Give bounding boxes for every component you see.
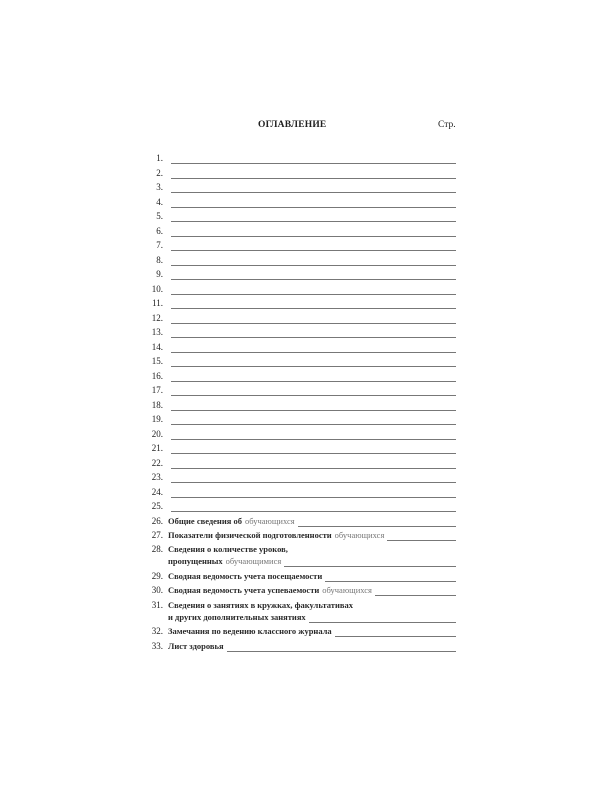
fill-line xyxy=(171,328,456,338)
item-number: 23. xyxy=(151,472,163,482)
fill-line xyxy=(171,386,456,396)
fill-line xyxy=(171,183,456,193)
fill-line xyxy=(171,285,456,295)
fill-line xyxy=(171,154,456,164)
fill-line xyxy=(171,270,456,280)
fill-line xyxy=(171,241,456,251)
item-number: 20. xyxy=(151,428,163,439)
fill-line xyxy=(171,488,456,498)
fill-line xyxy=(171,444,456,454)
fill-line xyxy=(227,642,456,652)
item-title-line1: Сведения о занятиях в кружках, факультативах xyxy=(168,599,353,610)
item-number: 13. xyxy=(151,327,163,337)
item-title: и других дополнительных занятиях xyxy=(168,611,306,622)
item-number: 24. xyxy=(151,486,163,497)
item-number: 33. xyxy=(151,640,163,651)
fill-line xyxy=(171,430,456,440)
fill-line xyxy=(284,557,456,567)
fill-line xyxy=(387,531,456,541)
fill-line xyxy=(309,613,456,623)
item-number: 1. xyxy=(156,153,163,163)
item-number: 12. xyxy=(151,312,163,323)
item-number: 31. xyxy=(151,599,163,610)
item-title: Лист здоровья xyxy=(168,640,224,651)
fill-line xyxy=(171,299,456,309)
fill-line xyxy=(171,459,456,469)
item-number: 11. xyxy=(152,298,163,308)
item-title: Замечания по ведению классного журнала xyxy=(168,626,332,637)
fill-line xyxy=(171,502,456,512)
item-number: 15. xyxy=(151,356,163,366)
item-number: 22. xyxy=(151,457,163,468)
fill-line xyxy=(171,198,456,208)
item-number: 10. xyxy=(151,283,163,294)
fill-line xyxy=(171,256,456,266)
item-number: 16. xyxy=(151,370,163,381)
item-number: 5. xyxy=(156,211,163,221)
fill-line xyxy=(375,586,456,596)
item-number: 28. xyxy=(151,544,163,555)
item-title: Показатели физической подготовленности xyxy=(168,529,332,540)
fill-line xyxy=(171,401,456,411)
item-title-suffix: обучающимися xyxy=(225,556,282,567)
item-number: 18. xyxy=(151,399,163,410)
item-number: 7. xyxy=(156,240,163,250)
item-number: 4. xyxy=(156,196,163,207)
fill-line xyxy=(171,357,456,367)
item-number: 9. xyxy=(156,269,163,279)
fill-line xyxy=(171,314,456,324)
item-title: Общие сведения об xyxy=(168,515,242,526)
fill-line xyxy=(325,572,456,582)
item-title-suffix: обучающихся xyxy=(334,529,385,540)
item-number: 17. xyxy=(151,385,163,395)
item-number: 21. xyxy=(151,443,163,453)
item-title: пропущенных xyxy=(168,556,223,567)
item-number: 29. xyxy=(151,570,163,581)
page-column-label: Стр. xyxy=(438,120,456,130)
item-number: 3. xyxy=(156,182,163,192)
item-number: 26. xyxy=(151,515,163,526)
item-number: 30. xyxy=(151,585,163,596)
fill-line xyxy=(171,227,456,237)
item-title-line1: Сведения о количестве уроков, xyxy=(168,544,288,555)
fill-line xyxy=(171,212,456,222)
fill-line xyxy=(171,372,456,382)
fill-line xyxy=(171,473,456,483)
item-title: Сводная ведомость учета посещаемости xyxy=(168,570,323,581)
page-title: ОГЛАВЛЕНИЕ xyxy=(258,120,327,130)
item-number: 14. xyxy=(151,341,163,352)
item-title-suffix: обучающихся xyxy=(322,585,372,596)
item-number: 19. xyxy=(151,414,163,424)
item-number: 27. xyxy=(151,529,163,540)
fill-line xyxy=(335,627,456,637)
item-number: 32. xyxy=(151,626,163,637)
fill-line xyxy=(298,517,456,527)
fill-line xyxy=(171,169,456,179)
item-number: 2. xyxy=(156,167,163,178)
item-number: 6. xyxy=(156,225,163,236)
item-title: Сводная ведомость учета успеваемости xyxy=(168,585,320,596)
item-title-suffix: обучающихся xyxy=(244,515,295,526)
fill-line xyxy=(171,343,456,353)
item-number: 25. xyxy=(151,501,163,511)
item-number: 8. xyxy=(156,254,163,265)
fill-line xyxy=(171,415,456,425)
